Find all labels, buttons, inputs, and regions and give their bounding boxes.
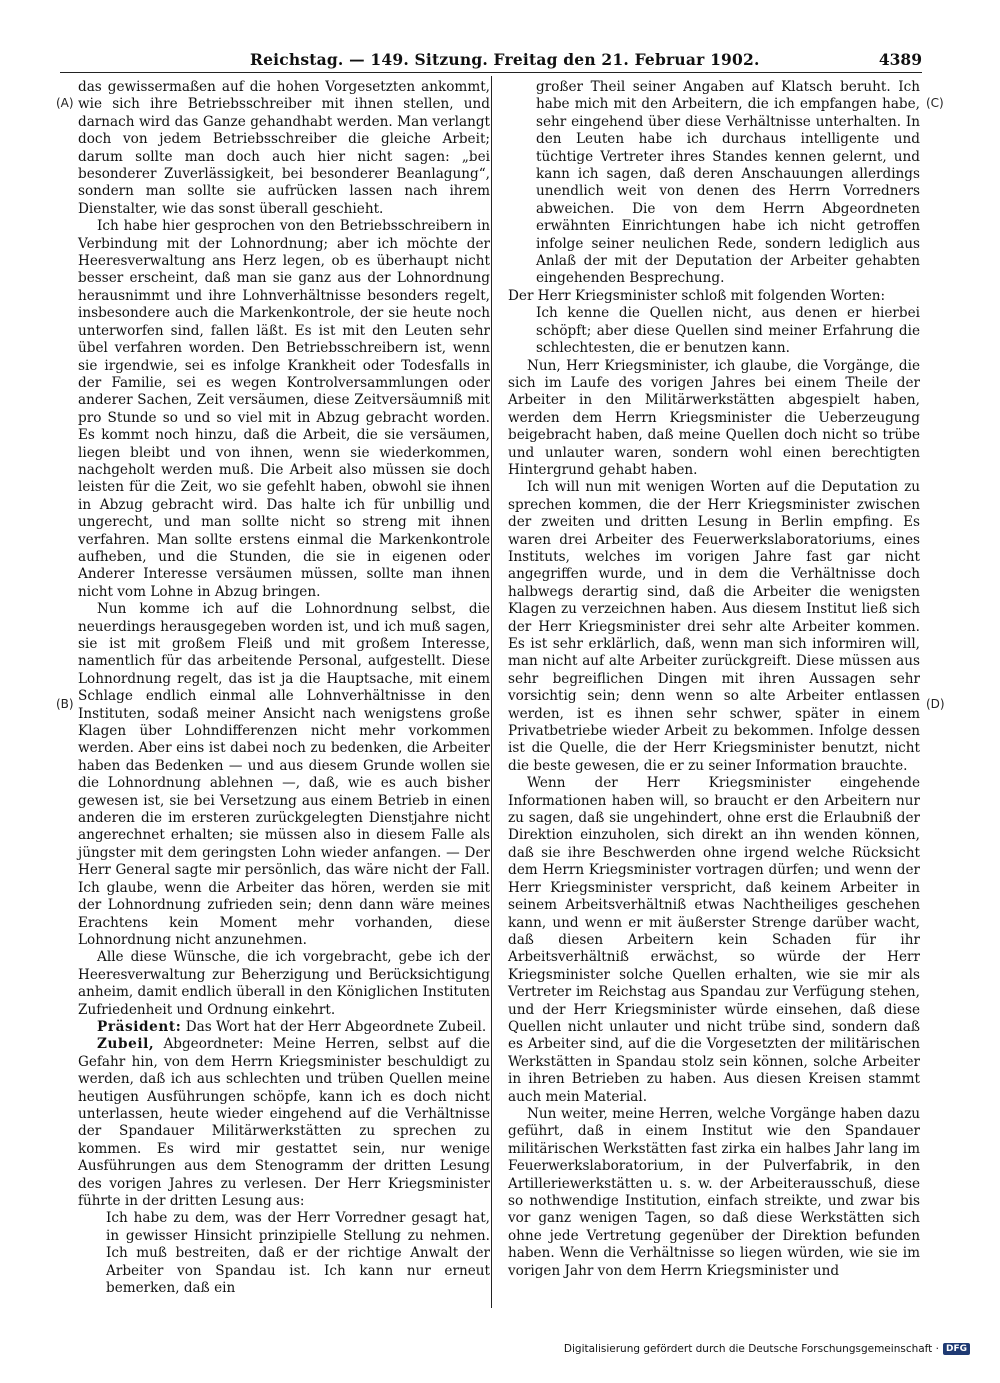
dfg-logo: DFG <box>943 1343 970 1355</box>
column-divider <box>491 76 492 1308</box>
margin-marker-a: (A) <box>56 96 74 110</box>
paragraph: das gewissermaßen auf die hohen Vorgesetzten ankommt, wie sich ihre Betriebsschreiber mit ihnen stellen, und darnach wird das Ganze gehandhabt werden. Man verlangt doch von jedem Betriebsschreiber die gleiche Arbeit; darum sollte man doch auch hier nicht sagen: „bei besonderer Zuverlässigkeit, bei besonderer Beanlagung“, sondern man sollte sie aufrücken lassen nach ihrem Dienstalter, wie das sonst überall geschieht. <box>78 79 490 217</box>
right-column <box>508 79 920 1280</box>
margin-marker-d: (D) <box>926 697 945 711</box>
running-title: Reichstag. — 149. Sitzung. Freitag den 21. Februar 1902. <box>250 50 760 69</box>
paragraph: Wenn der Herr Kriegsminister eingehende Informationen haben will, so braucht er den Arbeitern nur zu sagen, daß sie ungehindert, ohne erst die Erlaubniß der Direktion einzuholen, sich direkt an ihn wenden können, daß sie ihre Beschwerden ohne irgend welche Rücksicht dem Herrn Kriegsminister vortragen dürfen; und wenn der Herr Kriegsminister verspricht, daß keinem Arbeiter in seinem Arbeitsverhältniß etwas Nachtheiliges geschehen kann, und wenn er mit äußerster Strenge darüber wacht, daß diesen Arbeitern kein Schaden für ihr Arbeitsverhältniß erwächst, so würde der Herr Kriegsminister solche Quellen erhalten, wie sie mir als Vertreter im Reichstag aus Spandau zur Verfügung stehen, und der Herr Kriegsminister würde einsehen, daß diese Quellen nicht unlauter und nicht trübe sind, sondern daß es Arbeiter sind, auf die die Vorgesetzten der militärischen Werkstätten in Spandau stolz sein können, solche Arbeiter in ihren Betrieben zu haben. Aus diesen Kreisen stammt auch mein Material. <box>508 775 920 1105</box>
paragraph: Nun, Herr Kriegsminister, ich glaube, die Vorgänge, die sich im Laufe des vorigen Jahres bei einem Theile der Arbeiter in den Militärwerkstätten abgespielt haben, werden dem Herrn Kriegsminister die Ueberzeugung beigebracht haben, daß meine Quellen doch nicht so trübe und unlauter waren, sondern wohl einen berechtigten Hintergrund gehabt haben. <box>508 357 920 478</box>
quotation: Ich habe zu dem, was der Herr Vorredner gesagt hat, in gewisser Hinsicht prinzipielle Stellung zu nehmen. Ich muß bestreiten, daß er der richtige Anwalt der Arbeiter von Spandau ist. Ich kann nur erneut bemerken, daß ein <box>106 1210 490 1297</box>
header-rule <box>60 72 922 73</box>
speaker-name: Präsident: <box>97 1018 182 1035</box>
paragraph: Nun komme ich auf die Lohnordnung selbst, die neuerdings herausgegeben worden ist, und ich muß sagen, sie ist mit großem Fleiß und mit großem Interesse, namentlich für das arbeitende Personal, aufgestellt. Diese Lohnordnung regelt, das ist ja die Hauptsache, mit einem Schlage endlich einmal alle Lohnverhältnisse in den Instituten, sodaß meiner Ansicht nach wenigstens große Klagen über Lohndifferenzen nicht mehr vorkommen werden. Aber eins ist dabei noch zu bedenken, die Arbeiter haben das Bedenken — und aus diesem Grunde wollen sie die Lohnordnung ablehnen —, daß, wie es auch bisher gewesen ist, sie bei Versetzung aus einem Betrieb in einen anderen die im ersteren zurückgelegten Dienstjahre nicht angerechnet erhalten; sie müssen also in diesem Falle als jüngster mit dem geringsten Lohn wieder anfangen. — Der Herr General sagte mir persönlich, das wäre nicht der Fall. Ich glaube, wenn die Arbeiter das hören, werden sie mit der Lohnordnung zufrieden sein; denn dann wäre meines Erachtens kein Moment mehr vorhanden, diese Lohnordnung nicht anzunehmen. <box>78 601 490 948</box>
credit-text: Digitalisierung gefördert durch die Deutsche Forschungsgemeinschaft · <box>563 1343 939 1355</box>
paragraph: Ich will nun mit wenigen Worten auf die Deputation zu sprechen kommen, die der Herr Kriegsminister zwischen der zweiten und dritten Lesung in Berlin empfing. Es waren drei Arbeiter des Feuerwerkslaboratoriums, eines Instituts, welches im vorigen Jahre fast gar nicht angegriffen wurde, und in dem die Verhältnisse doch halbwegs derartig sind, daß die Arbeiter die wenigsten Klagen zu verzeichnen haben. Aus diesem Institut ließ sich der Herr Kriegsminister drei sehr alte Arbeiter kommen. Es ist sehr erklärlich, daß, wenn man sich informiren will, man nicht auf alte Arbeiter zurückgreift. Diese müssen aus sehr begreiflichen Dingen mit ihren Aussagen sehr vorsichtig sein; denn wenn so alte Arbeiter entlassen werden, ist es ihnen sehr schwer, später in einem Privatbetriebe wieder Arbeit zu bekommen. Infolge dessen ist die Quelle, die der Herr Kriegsminister benutzt, nicht die beste gewesen, die er zu seiner Information brauchte. <box>508 479 920 774</box>
margin-marker-c: (C) <box>926 96 944 110</box>
speaker-paragraph <box>78 1036 490 1210</box>
speaker-text: Das Wort hat der Herr Abgeordnete Zubeil. <box>181 1018 487 1035</box>
margin-marker-b: (B) <box>56 697 74 711</box>
paragraph: Ich habe hier gesprochen von den Betriebsschreibern in Verbindung mit der Lohnordnung; aber ich möchte der Heeresverwaltung ans Herz legen, ob es überhaupt nicht besser erscheint, daß man sie ganz aus der Lohnordnung herausnimmt und ihre Lohnverhältnisse besonders regelt, insbesondere auch die Markenkontrole, der sie heute noch unterworfen sind, fallen läßt. Es ist mit den Leuten sehr übel verfahren worden. Den Betriebsschreibern ist, wenn sie irgendwie, sei es infolge Krankheit oder Todesfalls in der Familie, sei es wegen Kontrolversammlungen oder anderer Sachen, Zeit versäumen, diese Zeitversäumniß mit pro Stunde so und so viel mit in Abzug gebracht worden. Es kommt noch hinzu, daß die Arbeit, die sie versäumen, liegen bleibt und von ihnen, wenn sie wiederkommen, nachgeholt werden muß. Die Arbeit also müssen sie doch leisten für die Zeit, wo sie gefehlt haben, obwohl sie ihnen in Abzug gebracht wird. Das halte ich für unbillig und ungerecht, und man sollte nicht so streng mit ihnen verfahren. Man sollte erstens einmal die Markenkontrole aufheben, und die Stunden, die sie in eigenen oder Anderer Interesse versäumen müssen, sollte man ihnen nicht vom Lohne in Abzug bringen. <box>78 218 490 600</box>
paragraph: Nun weiter, meine Herren, welche Vorgänge haben dazu geführt, daß in einem Institut wie den Spandauer militärischen Werkstätten fast zirka ein halbes Jahr lang im Feuerwerkslaboratorium, in der Pulverfabrik, in den Artilleriewerkstätten u. s. w. der Arbeiterausschuß, diese so nothwendige Institution, einfach streikte, und zwar bis vor ganz wenigen Tagen, so daß diese Werkstätten sich ohne jede Vertretung gegenüber der Direktion befunden haben. Wenn die Verhältnisse so liegen würden, wie sie im vorigen Jahr von dem Herrn Kriegsminister und <box>508 1105 920 1279</box>
page-number: 4389 <box>878 50 922 69</box>
speaker-paragraph <box>78 1019 490 1036</box>
paragraph: Alle diese Wünsche, die ich vorgebracht, gebe ich der Heeresverwaltung zur Beherzigung und Berücksichtigung anheim, damit endlich überall in den Königlichen Instituten Zufriedenheit und Ordnung einkehrt. <box>78 949 490 1018</box>
left-column <box>78 79 490 1297</box>
running-header <box>60 48 922 70</box>
paragraph: Der Herr Kriegsminister schloß mit folgenden Worten: <box>508 287 886 304</box>
footer-credit <box>564 1343 970 1355</box>
speaker-name: Zubeil, <box>97 1036 155 1053</box>
speaker-text: Abgeordneter: Meine Herren, selbst auf die Gefahr hin, von dem Herrn Kriegsminister beschuldigt zu werden, daß ich aus schlechten und trüben Quellen meine heutigen Ausführungen schöpfe, kann ich es doch nicht unterlassen, heute wieder eingehend auf die Verhältnisse der Spandauer Militärwerkstätten zu sprechen zu kommen. Es wird mir gestattet sein, nur wenige Ausführungen aus dem Stenogramm der dritten Lesung des vorigen Jahres zu verlesen. Der Herr Kriegsminister führte in der dritten Lesung aus: <box>78 1036 490 1209</box>
quotation: Ich kenne die Quellen nicht, aus denen er hierbei schöpft; aber diese Quellen sind meiner Erfahrung die schlechtesten, die er benutzen kann. <box>536 305 920 357</box>
quotation: großer Theil seiner Angaben auf Klatsch beruht. Ich habe mich mit den Arbeitern, die ich empfangen habe, sehr eingehend über diese Verhältnisse unterhalten. In den Leuten habe ich durchaus intelligente und tüchtige Vertreter ihres Standes kennen gelernt, und kann ich sagen, daß deren Anschauungen allerdings unendlich weit von denen des Herrn Vorredners abweichen. Die von dem Herrn Abgeordneten erwähnten Einrichtungen habe ich nicht getroffen infolge seiner neulichen Rede, sondern lediglich aus Anlaß der mit der Deputation der Arbeiter gehabten eingehenden Besprechung. <box>536 79 920 287</box>
